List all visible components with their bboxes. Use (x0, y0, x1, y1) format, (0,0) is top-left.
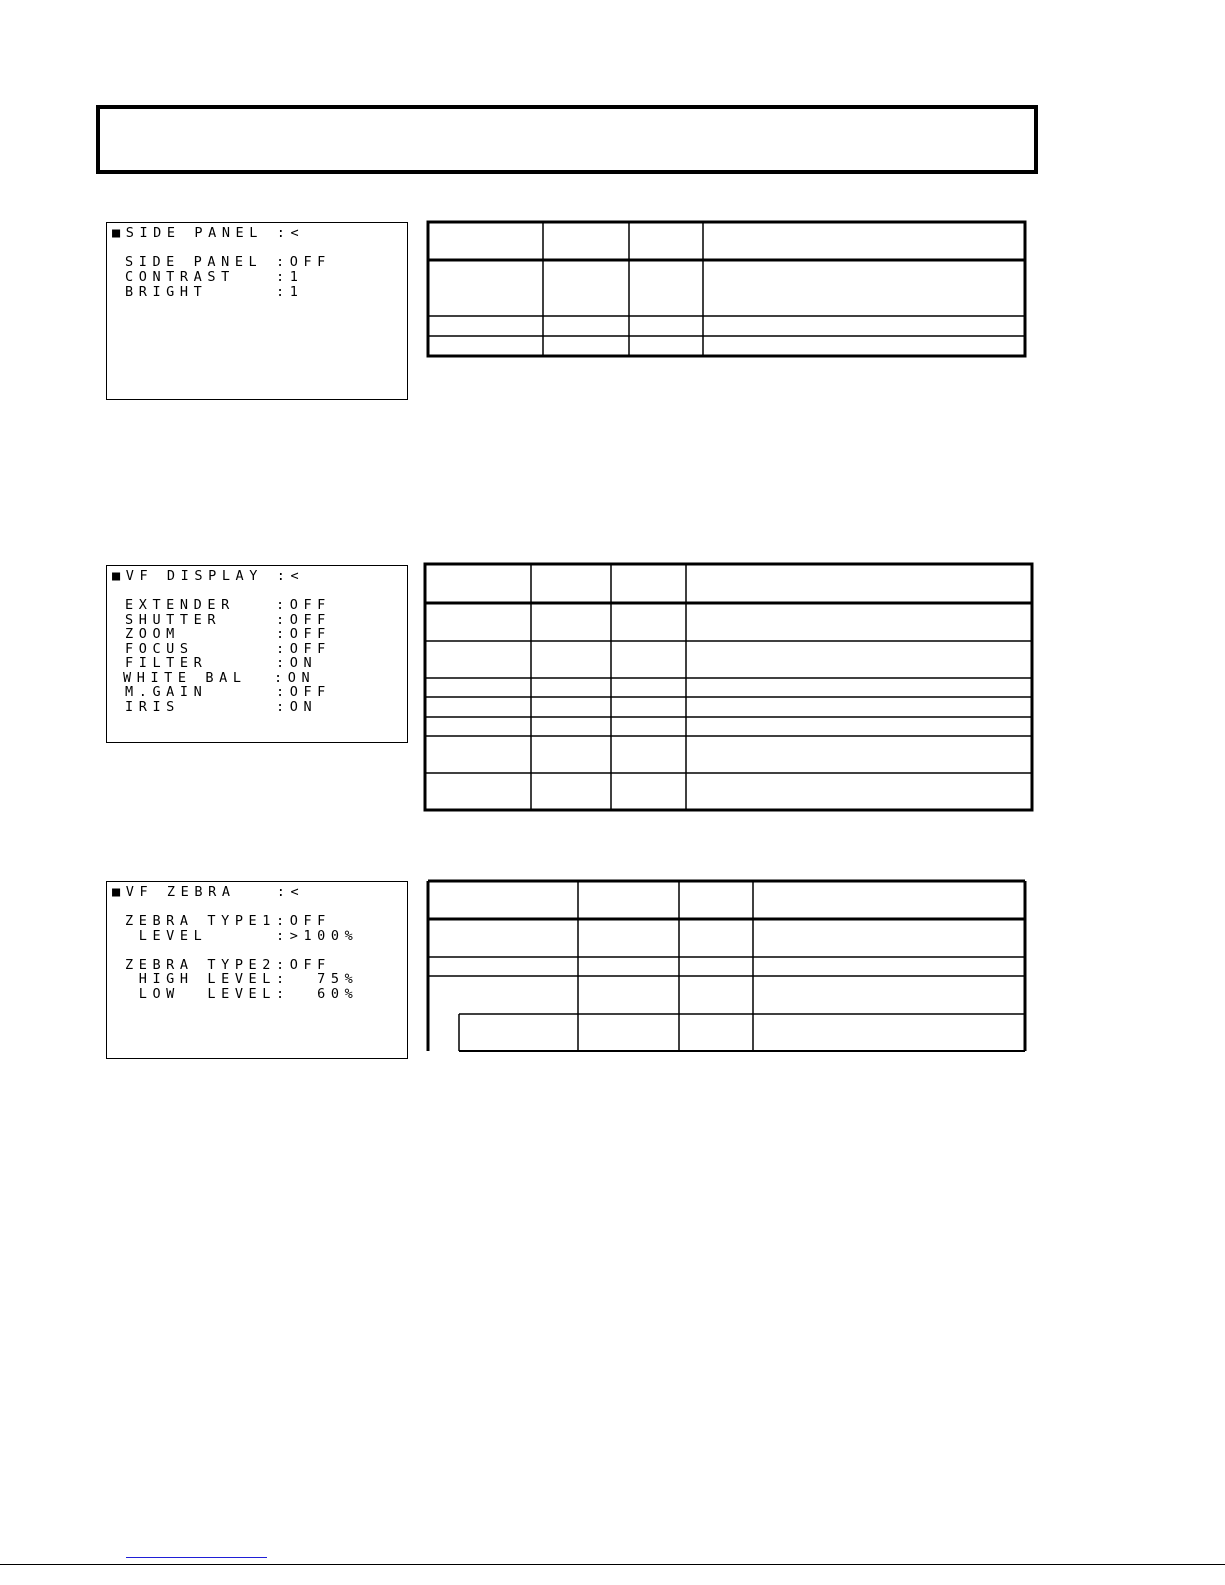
menu-title: ■SIDE PANEL :< (112, 225, 305, 241)
menu-title: ■VF DISPLAY :< (112, 568, 305, 584)
vf-zebra-settings-table (428, 881, 1025, 1051)
menu-line: SIDE PANEL :OFF (125, 254, 331, 270)
menu-line: WHITE BAL :ON (123, 670, 316, 686)
menu-line: ZEBRA TYPE2:OFF (125, 957, 331, 973)
menu-line: IRIS :ON (125, 699, 318, 715)
menu-line: EXTENDER :OFF (125, 597, 331, 613)
menu-line: ZEBRA TYPE1:OFF (125, 913, 331, 929)
menu-line: ZOOM :OFF (125, 626, 331, 642)
menu-line: FOCUS :OFF (125, 641, 331, 657)
footer-link-underline[interactable] (126, 1557, 267, 1558)
vf-display-settings-table (425, 564, 1032, 810)
menu-title: ■VF ZEBRA :< (112, 884, 305, 900)
menu-line: M.GAIN :OFF (125, 684, 331, 700)
menu-line: LEVEL :>100% (125, 928, 359, 944)
menu-line: BRIGHT :1 (125, 284, 304, 300)
menu-line: CONTRAST :1 (125, 269, 304, 285)
side-panel-settings-table (428, 222, 1025, 356)
menu-line: FILTER :ON (125, 655, 318, 671)
menu-line: HIGH LEVEL: 75% (125, 971, 359, 987)
menu-line: SHUTTER :OFF (125, 612, 331, 628)
menu-line: LOW LEVEL: 60% (125, 986, 359, 1002)
bottom-rule (0, 1564, 1225, 1565)
